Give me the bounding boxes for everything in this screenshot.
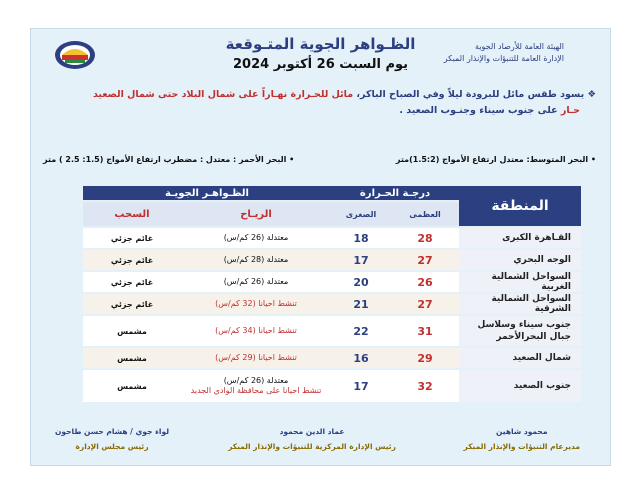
wind-cell <box>181 294 331 314</box>
cloud-cell: غائم جزئي <box>83 250 181 270</box>
signature-center <box>217 424 407 454</box>
cloud-cell: مشمس <box>83 316 181 346</box>
max-temp-header: العظمى <box>391 202 459 226</box>
wind-cell <box>181 316 331 346</box>
cloud-cell: غائم جزئي <box>83 272 181 292</box>
signature-left-title: رئيس مجلس الإدارة <box>75 442 149 451</box>
summary-line-2-part-b: على جنوب سيناء وجنـوب الصعيد . <box>399 105 558 116</box>
org-line-1: الهيئة العامة للأرصاد الجوية <box>475 42 564 51</box>
min-temp-cell: 17 <box>331 250 391 270</box>
region-cell: جنوب الصعيد <box>459 370 581 402</box>
forecast-date: يوم السبت 26 أكتوبر 2024 <box>232 57 409 72</box>
min-temp-cell: 16 <box>331 348 391 368</box>
min-temp-cell: 20 <box>331 272 391 292</box>
max-temp-cell: 31 <box>391 316 459 346</box>
region-cell: السواحل الشمالية الشرقية <box>459 294 581 314</box>
wind-cell <box>181 348 331 368</box>
weather-summary-line-2 <box>399 105 580 116</box>
min-temp-header: الصغرى <box>331 202 391 226</box>
region-cell: شمال الصعيد <box>459 348 581 368</box>
table-row <box>83 370 581 402</box>
forecast-table <box>83 184 581 404</box>
summary-line-1-part-b: مائل للحـرارة نهـاراً على شمال البلاد حتى شمال الصعيد <box>92 89 354 100</box>
wind-cell: معتدلة (28 كم/س) <box>181 250 331 270</box>
region-cell: الوجه البحري <box>459 250 581 270</box>
summary-line-2-part-a: حـار <box>557 105 580 116</box>
temperature-group-header: درجـة الحـرارة <box>331 186 459 200</box>
max-temp-cell: 32 <box>391 370 459 402</box>
signature-left-name: لواء جوي / هشام حسن طاحون <box>55 427 170 436</box>
signature-center-name: عماد الدين محمود <box>279 427 345 436</box>
phenomena-group-header: الظـواهـر الجويـة <box>83 186 331 200</box>
table-row <box>83 272 581 292</box>
cloud-cell: مشمس <box>83 370 181 402</box>
region-cell: السواحل الشمالية الغربية <box>459 272 581 292</box>
min-temp-cell: 21 <box>331 294 391 314</box>
region-cell: القـاهرة الكبرى <box>459 228 581 248</box>
region-column-header: المنطقة <box>459 186 581 226</box>
cloud-cell: غائم جزئي <box>83 294 181 314</box>
weather-summary-line-1 <box>93 89 596 100</box>
max-temp-cell: 27 <box>391 250 459 270</box>
signature-right-name: محمود شاهين <box>496 427 548 436</box>
max-temp-cell: 29 <box>391 348 459 368</box>
wind-value: معتدلة (26 كم/س) <box>223 376 289 385</box>
signature-right-title: مديرعام التنبؤات والإنذار المبكر <box>463 442 580 451</box>
wind-value: تنشط احيانا (32 كم/س) <box>215 299 297 308</box>
region-cell: جنوب سيناء وسلاسل جبال البحرالأحمر <box>459 316 581 346</box>
cloud-cell: مشمس <box>83 348 181 368</box>
cloud-cell: غائم جزئي <box>83 228 181 248</box>
min-temp-cell: 22 <box>331 316 391 346</box>
signature-left <box>55 424 169 454</box>
wind-value: تنشط احيانا (29 كم/س) <box>215 353 297 362</box>
wind-cell: معتدلة (26 كم/س) <box>181 228 331 248</box>
max-temp-cell: 26 <box>391 272 459 292</box>
red-sea-status: • البحر الأحمر : معتدل : مضطرب ارتفاع الأمواج (1.5: 2.5 ) متر <box>43 155 295 164</box>
table-row <box>83 316 581 346</box>
page-title: الظـواهر الجوية المتـوقعة <box>225 35 416 53</box>
min-temp-cell: 17 <box>331 370 391 402</box>
org-line-2: الإدارة العامة للتنبؤات والإنذار المبكر <box>443 54 564 63</box>
max-temp-cell: 28 <box>391 228 459 248</box>
wind-extra-note: تنشط احيانا على محافظة الوادي الجديد <box>190 386 322 395</box>
signature-right <box>464 424 580 454</box>
max-temp-cell: 27 <box>391 294 459 314</box>
table-row <box>83 250 581 270</box>
table-row <box>83 348 581 368</box>
wind-cell: معتدلة (26 كم/س) <box>181 272 331 292</box>
wind-cell <box>181 370 331 402</box>
wind-value: تنشط احيانا (34 كم/س) <box>215 326 297 335</box>
min-temp-cell: 18 <box>331 228 391 248</box>
table-row <box>83 228 581 248</box>
forecast-card <box>30 28 611 466</box>
mediterranean-sea-status: • البحر المتوسط: معتدل ارتفاع الأمواج (1.5:2)متر <box>395 155 596 164</box>
wind-header: الريـاح <box>181 202 331 226</box>
table-row <box>83 294 581 314</box>
clouds-header: السحب <box>83 202 181 226</box>
summary-line-1-part-a: ❖ يسود طقس مائل للبرودة ليلاً وفي الصباح الباكر، <box>353 89 596 100</box>
signature-center-title: رئيس الإدارة المركزية للتنبؤات والإنذار المبكر <box>228 442 396 451</box>
